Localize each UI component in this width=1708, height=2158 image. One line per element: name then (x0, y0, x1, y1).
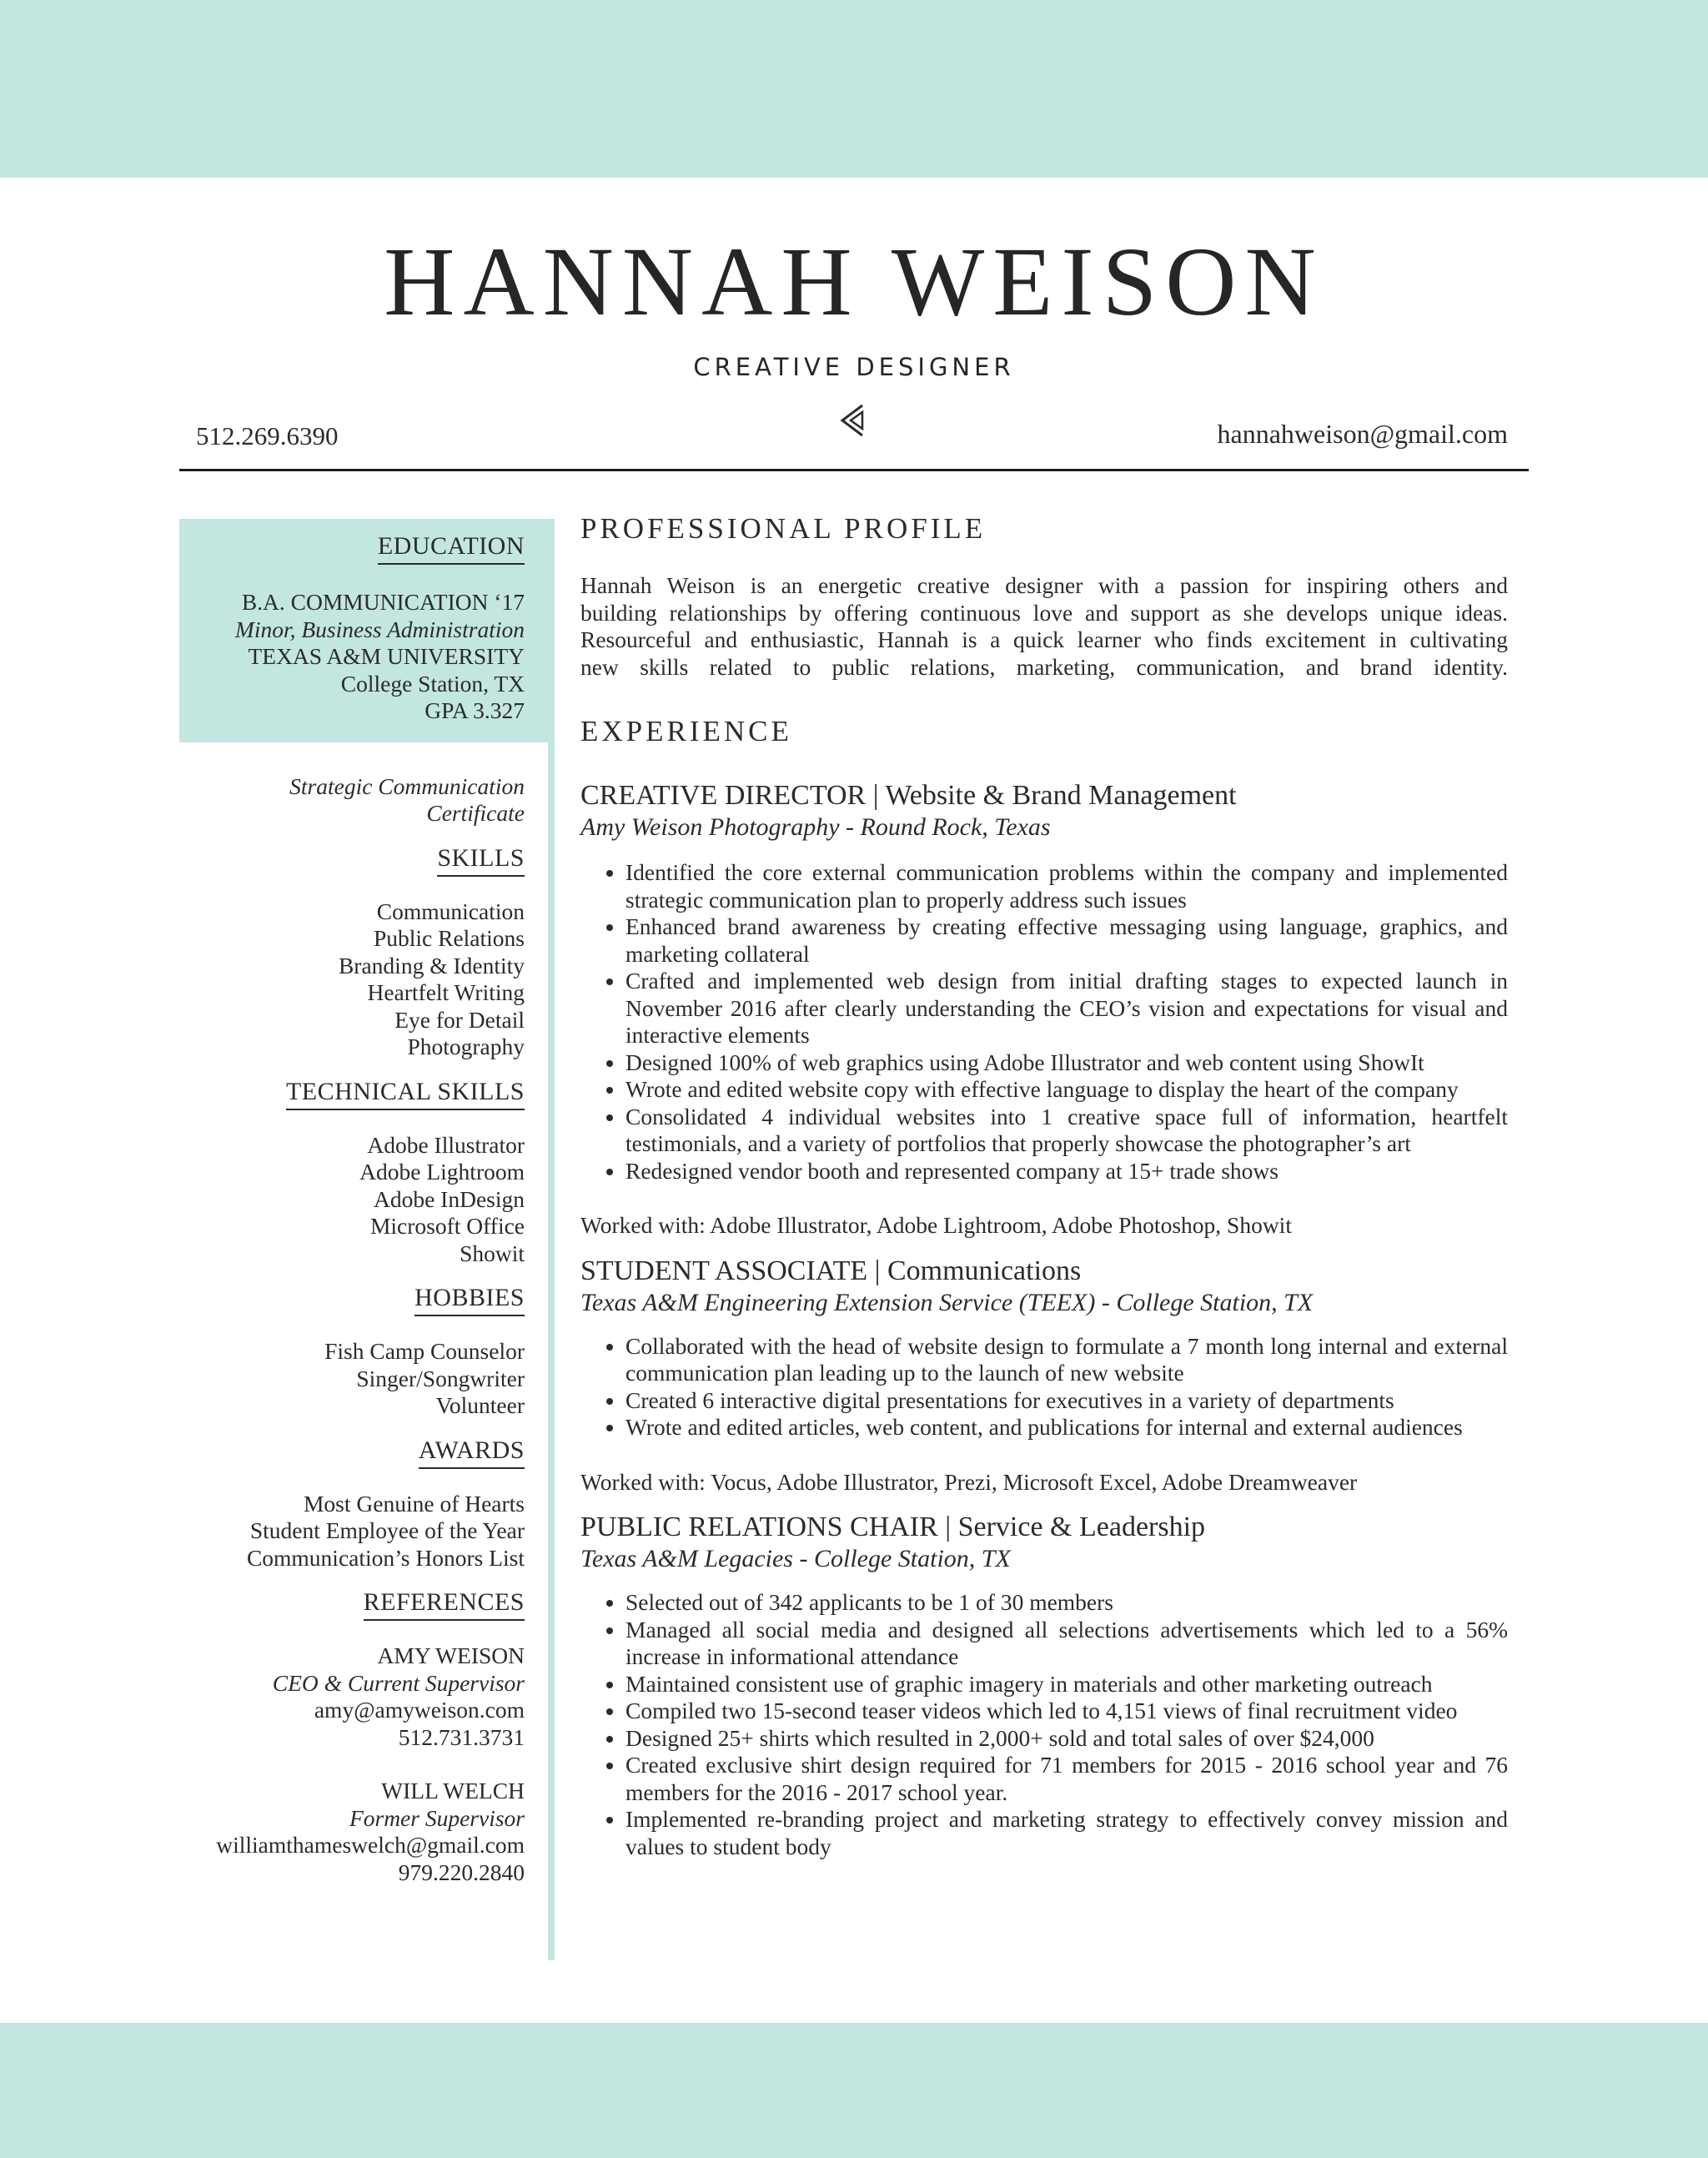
job-org: Amy Weison Photography - Round Rock, Texas (580, 813, 1051, 841)
hobbies-list (179, 1338, 525, 1420)
job-org: Texas A&M Engineering Extension Service (TEEX) - College Station, TX (580, 1288, 1314, 1316)
skill-item: Heartfelt Writing (367, 979, 525, 1005)
main-content (580, 511, 1508, 1860)
reference-2 (179, 1778, 525, 1886)
references-heading: REFERENCES (364, 1588, 525, 1621)
reference-phone: 979.220.2840 (398, 1859, 525, 1885)
education-details (179, 589, 525, 725)
skill-item: Branding & Identity (338, 952, 525, 978)
skill-item: Photography (407, 1034, 525, 1059)
technical-skill-item: Showit (460, 1240, 525, 1266)
reference-email[interactable]: williamthameswelch@gmail.com (216, 1832, 525, 1858)
job-bullet: • Created 6 interactive digital presentations for executives in a variety of departments (625, 1387, 1508, 1415)
reference-role: Former Supervisor (349, 1804, 525, 1831)
skill-item: Public Relations (373, 925, 525, 951)
award-item: Most Genuine of Hearts (303, 1490, 525, 1517)
hobby-item: Fish Camp Counselor (324, 1338, 525, 1364)
reference-email[interactable]: amy@amyweison.com (314, 1697, 525, 1723)
job-title-header: CREATIVE DESIGNER (693, 353, 1015, 381)
skill-item: Eye for Detail (394, 1006, 525, 1033)
certificate (179, 773, 525, 827)
job-bullet: • Consolidated 4 individual websites into 1 creative space full of information, heartfelt testimonials, and a variety of portfolios that properly showcase the photographer’s art (625, 1104, 1508, 1158)
sidebar-accent-strip (548, 519, 555, 1960)
header-divider (179, 469, 1529, 471)
education-heading: EDUCATION (378, 532, 525, 565)
technical-skills-list (179, 1132, 525, 1268)
profile-line: Resourceful and enthusiastic, Hannah is a quick learner who finds excitement in cultivating (580, 626, 1508, 652)
award-item: Communication’s Honors List (246, 1544, 525, 1571)
reference-name: WILL WELCH (381, 1778, 525, 1803)
job-bullet: • Managed all social media and designed all selections advertisements which led to a 56% increase in informational attendance (625, 1617, 1508, 1671)
technical-skill-item: Adobe Lightroom (359, 1159, 525, 1185)
job-title: PUBLIC RELATIONS CHAIR | Service & Leadership (580, 1512, 1206, 1542)
job-bullet: • Implemented re-branding project and marketing strategy to effectively convey mission and values to student body (625, 1806, 1508, 1860)
job-bullet: • Designed 100% of web graphics using Adobe Illustrator and web content using ShowIt (625, 1049, 1508, 1077)
technical-skill-item: Microsoft Office (369, 1213, 525, 1239)
job-title: STUDENT ASSOCIATE | Communications (580, 1255, 1082, 1286)
contact-phone: 512.269.6390 (196, 421, 339, 450)
degree: B.A. COMMUNICATION ‘17 (241, 589, 525, 615)
worked-with: Worked with: Adobe Illustrator, Adobe Lightroom, Adobe Photoshop, Showit (580, 1212, 1292, 1238)
experience-heading: EXPERIENCE (580, 715, 792, 747)
gpa: GPA 3.327 (424, 697, 525, 723)
skills-heading: SKILLS (437, 844, 525, 877)
profile-text (580, 572, 1508, 681)
job-bullet: • Created exclusive shirt design required for 71 members for 2015 - 2016 school year and 76 members for the 2016 - 2017 school year. (625, 1752, 1508, 1806)
job-bullet: • Wrote and edited articles, web content, and publications for internal and external audiences (625, 1414, 1508, 1441)
awards-list (179, 1491, 525, 1572)
hobbies-heading: HOBBIES (414, 1284, 525, 1316)
job-bullet: • Identified the core external communication problems within the company and implemented strategic communication plan to properly address such issues (625, 859, 1508, 913)
profile-line: Hannah Weison is an energetic creative designer with a passion for inspiring others and (580, 572, 1508, 598)
reference-name: AMY WEISON (377, 1642, 525, 1668)
hobby-item: Volunteer (435, 1392, 525, 1418)
job-bullet: • Enhanced brand awareness by creating effective messaging using language, graphics, and marketing collateral (625, 913, 1508, 968)
job-entry (580, 1511, 1508, 1860)
reference-phone: 512.731.3731 (398, 1723, 525, 1750)
technical-skill-item: Adobe Illustrator (367, 1131, 525, 1158)
contact-email: hannahweison@gmail.com (1217, 419, 1508, 449)
certificate-line: Certificate (426, 800, 525, 826)
job-bullet: • Selected out of 342 applicants to be 1 of 30 members (625, 1589, 1508, 1617)
technical-skill-item: Adobe InDesign (373, 1185, 525, 1212)
job-bullets (580, 1333, 1508, 1441)
school: TEXAS A&M UNIVERSITY (248, 643, 525, 669)
technical-skills-heading: TECHNICAL SKILLS (286, 1078, 525, 1110)
job-entry (580, 1255, 1508, 1497)
profile-line: new skills related to public relations, marketing, communication, and brand identity. (580, 653, 1508, 680)
job-bullets (580, 859, 1508, 1185)
school-location: College Station, TX (340, 670, 525, 697)
awards-heading: AWARDS (419, 1436, 525, 1469)
reference-role: CEO & Current Supervisor (272, 1669, 525, 1696)
job-bullet: • Redesigned vendor booth and represented company at 15+ trade shows (625, 1158, 1508, 1185)
job-bullets (580, 1589, 1508, 1860)
job-entry (580, 779, 1508, 1240)
reference-1 (179, 1642, 525, 1751)
job-bullet: • Crafted and implemented web design from initial drafting stages to expected launch in November 2016 after clearly understanding the CEO’s vision and expectations for visual and interactive elements (625, 968, 1508, 1049)
profile-line: building relationships by offering continuous love and support as she develops unique ideas. (580, 599, 1508, 626)
job-org: Texas A&M Legacies - College Station, TX (580, 1545, 1011, 1572)
job-bullet: • Maintained consistent use of graphic imagery in materials and other marketing outreach (625, 1671, 1508, 1698)
profile-heading: PROFESSIONAL PROFILE (580, 512, 987, 545)
job-bullet: • Designed 25+ shirts which resulted in 2,000+ sold and total sales of over $24,000 (625, 1725, 1508, 1753)
skills-list (179, 898, 525, 1061)
resume-name: HANNAH WEISON (384, 227, 1324, 336)
job-bullet: • Collaborated with the head of website design to formulate a 7 month long internal and external communication plan leading up to the launch of new website (625, 1333, 1508, 1387)
worked-with: Worked with: Vocus, Adobe Illustrator, Prezi, Microsoft Excel, Adobe Dreamweaver (580, 1468, 1358, 1495)
certificate-line: Strategic Communication (289, 772, 525, 799)
award-item: Student Employee of the Year (249, 1517, 525, 1543)
sidebar (179, 532, 525, 1886)
minor: Minor, Business Administration (234, 616, 525, 642)
monogram-logo-icon (837, 402, 871, 439)
bottom-accent-band (0, 2023, 1708, 2158)
top-accent-band (0, 0, 1708, 178)
job-bullet: • Compiled two 15-second teaser videos which led to 4,151 views of final recruitment video (625, 1698, 1508, 1725)
hobby-item: Singer/Songwriter (356, 1365, 525, 1391)
job-bullet: • Wrote and edited website copy with effective language to display the heart of the company (625, 1076, 1508, 1104)
skill-item: Communication (376, 898, 525, 924)
job-title: CREATIVE DIRECTOR | Website & Brand Management (580, 780, 1237, 811)
